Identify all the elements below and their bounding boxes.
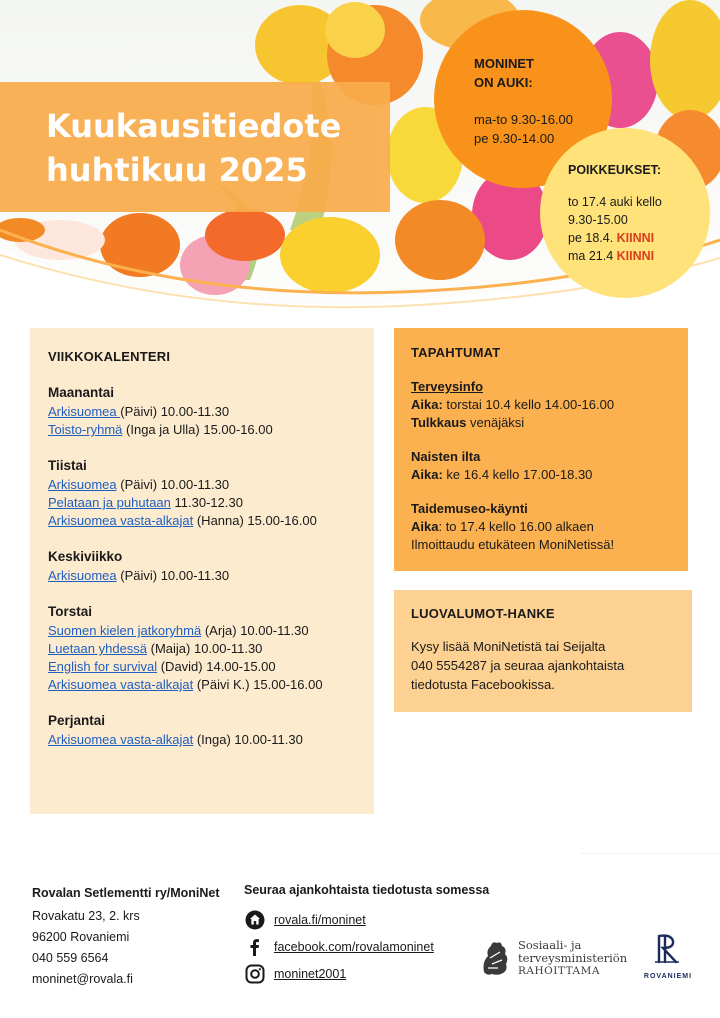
event-title-womens-evening: Naisten ilta (411, 449, 481, 464)
exception-line1: to 17.4 auki kello (568, 195, 662, 209)
event-time (411, 466, 688, 484)
time-value: ke 16.4 kello 17.00-18.30 (442, 467, 593, 482)
luovalumot-line1: Kysy lisää MoniNetistä tai Seijalta (411, 639, 606, 654)
day-friday: Perjantai (48, 713, 106, 728)
title-box (0, 82, 390, 212)
exception-date-fri: pe 18.4. (568, 231, 617, 245)
list-item (48, 731, 374, 749)
day-monday: Maanantai (48, 385, 115, 400)
group-details: (Inga ja Ulla) 15.00-16.00 (122, 422, 273, 437)
social-item-facebook (244, 934, 489, 960)
list-item (48, 567, 374, 585)
group-details: (Maija) 10.00-11.30 (147, 641, 263, 656)
rovaniemi-logo (640, 932, 696, 980)
group-link[interactable]: Arkisuomea (48, 568, 117, 583)
luovalumot-panel (394, 590, 692, 712)
page-title-line2: huhtikuu 2025 (46, 151, 308, 189)
event-time (411, 518, 688, 536)
group-details: (Inga) 10.00-11.30 (193, 732, 303, 747)
group-link[interactable]: Toisto-ryhmä (48, 422, 123, 437)
event-time (411, 396, 688, 414)
email-address: moninet@rovala.fi (32, 972, 133, 986)
list-item (48, 676, 374, 694)
address-street: Rovakatu 23, 2. krs (32, 909, 140, 923)
group-details: (Arja) 10.00-11.30 (201, 623, 309, 638)
ministry-line3: RAHOITTAMA (518, 964, 600, 977)
event-title-museum-visit: Taidemuseo-käynti (411, 501, 528, 516)
weekly-calendar-panel (30, 328, 374, 814)
luovalumot-heading: LUOVALUMOT-HANKE (411, 606, 555, 621)
instagram-link[interactable]: moninet2001 (274, 967, 347, 981)
group-link[interactable]: Suomen kielen jatkoryhmä (48, 623, 202, 638)
group-link[interactable]: Arkisuomea (48, 404, 121, 419)
website-link[interactable]: rovala.fi/moninet (274, 913, 366, 927)
header-banner (0, 0, 720, 320)
exception-line2: 9.30-15.00 (568, 213, 628, 227)
opening-heading-line2: ON AUKI: (474, 75, 533, 90)
phone-number: 040 559 6564 (32, 951, 109, 965)
organization-name: Rovalan Setlementti ry/MoniNet (32, 886, 220, 900)
opening-hours-friday: pe 9.30-14.00 (474, 131, 555, 146)
closed-label: KIINNI (616, 231, 655, 245)
event-title-health-info: Terveysinfo (411, 379, 484, 394)
exceptions-badge (540, 128, 710, 298)
facebook-link[interactable]: facebook.com/rovalamoninet (274, 940, 434, 954)
opening-hours-weekdays: ma-to 9.30-16.00 (474, 112, 574, 127)
interpretation-value: venäjäksi (466, 415, 525, 430)
group-details: (Päivi) 10.00-11.30 (116, 568, 230, 583)
group-details: (David) 14.00-15.00 (157, 659, 276, 674)
group-details: 11.30-12.30 (170, 495, 243, 510)
group-link[interactable]: Arkisuomea vasta-alkajat (48, 677, 194, 692)
exceptions-heading: POIKKEUKSET: (568, 163, 662, 177)
exception-date-mon: ma 21.4 (568, 249, 617, 263)
weekly-calendar-heading: VIIKKOKALENTERI (48, 349, 171, 364)
luovalumot-text (411, 637, 692, 694)
luovalumot-line3: tiedotusta Facebookissa. (411, 677, 555, 692)
time-label: Aika: (411, 397, 443, 412)
day-thursday: Torstai (48, 604, 93, 619)
group-link[interactable]: Luetaan yhdessä (48, 641, 148, 656)
group-details: (Päivi) 10.00-11.30 (120, 404, 230, 419)
social-links (244, 883, 489, 988)
list-item (48, 622, 374, 640)
day-tuesday: Tiistai (48, 458, 87, 473)
event-interpretation (411, 414, 688, 432)
group-details: (Päivi) 10.00-11.30 (116, 477, 230, 492)
group-link[interactable]: English for survival (48, 659, 158, 674)
divider (580, 853, 720, 854)
exception-line3 (568, 229, 710, 247)
time-label: Aika (411, 519, 439, 534)
ministry-funding-logo (478, 938, 627, 978)
closed-label: KIINNI (616, 249, 655, 263)
instagram-icon (244, 963, 266, 985)
group-details: (Päivi K.) 15.00-16.00 (193, 677, 323, 692)
ministry-text (518, 939, 627, 978)
time-label: Aika: (411, 467, 443, 482)
group-link[interactable]: Arkisuomea vasta-alkajat (48, 513, 194, 528)
list-item (48, 640, 374, 658)
list-item (48, 494, 374, 512)
group-details: (Hanna) 15.00-16.00 (193, 513, 317, 528)
ministry-line2: terveysministeriön (518, 950, 628, 965)
time-value: torstai 10.4 kello 14.00-16.00 (442, 397, 615, 412)
events-heading: TAPAHTUMAT (411, 345, 501, 360)
rovaniemi-name: ROVANIEMI (643, 973, 693, 980)
list-item (48, 512, 374, 530)
contact-info (32, 883, 220, 990)
facebook-icon (244, 936, 266, 958)
opening-heading-line1: MONINET (474, 56, 534, 71)
luovalumot-line2: 040 5554287 ja seuraa ajankohtaista (411, 658, 625, 673)
list-item (48, 476, 374, 494)
interpretation-label: Tulkkaus (411, 415, 467, 430)
time-value: : to 17.4 kello 16.00 alkaen (438, 519, 594, 534)
event-note: Ilmoittaudu etukäteen MoniNetissä! (411, 537, 615, 552)
day-wednesday: Keskiviikko (48, 549, 123, 564)
lion-crest-icon (478, 938, 512, 978)
group-link[interactable]: Arkisuomea vasta-alkajat (48, 732, 194, 747)
home-icon (244, 909, 266, 931)
events-panel (394, 328, 688, 571)
rovaniemi-r-icon (651, 932, 685, 966)
group-link[interactable]: Pelataan ja puhutaan (48, 495, 171, 510)
group-link[interactable]: Arkisuomea (48, 477, 117, 492)
address-city: 96200 Rovaniemi (32, 930, 130, 944)
list-item (48, 403, 374, 421)
page-title-line1: Kuukausitiedote (46, 107, 342, 145)
exception-line4 (568, 247, 710, 265)
social-item-instagram (244, 961, 489, 987)
social-item-web (244, 907, 489, 933)
list-item (48, 658, 374, 676)
list-item (48, 421, 374, 439)
social-heading: Seuraa ajankohtaista tiedotusta somessa (244, 883, 490, 897)
ministry-line1: Sosiaali- ja (518, 937, 582, 952)
